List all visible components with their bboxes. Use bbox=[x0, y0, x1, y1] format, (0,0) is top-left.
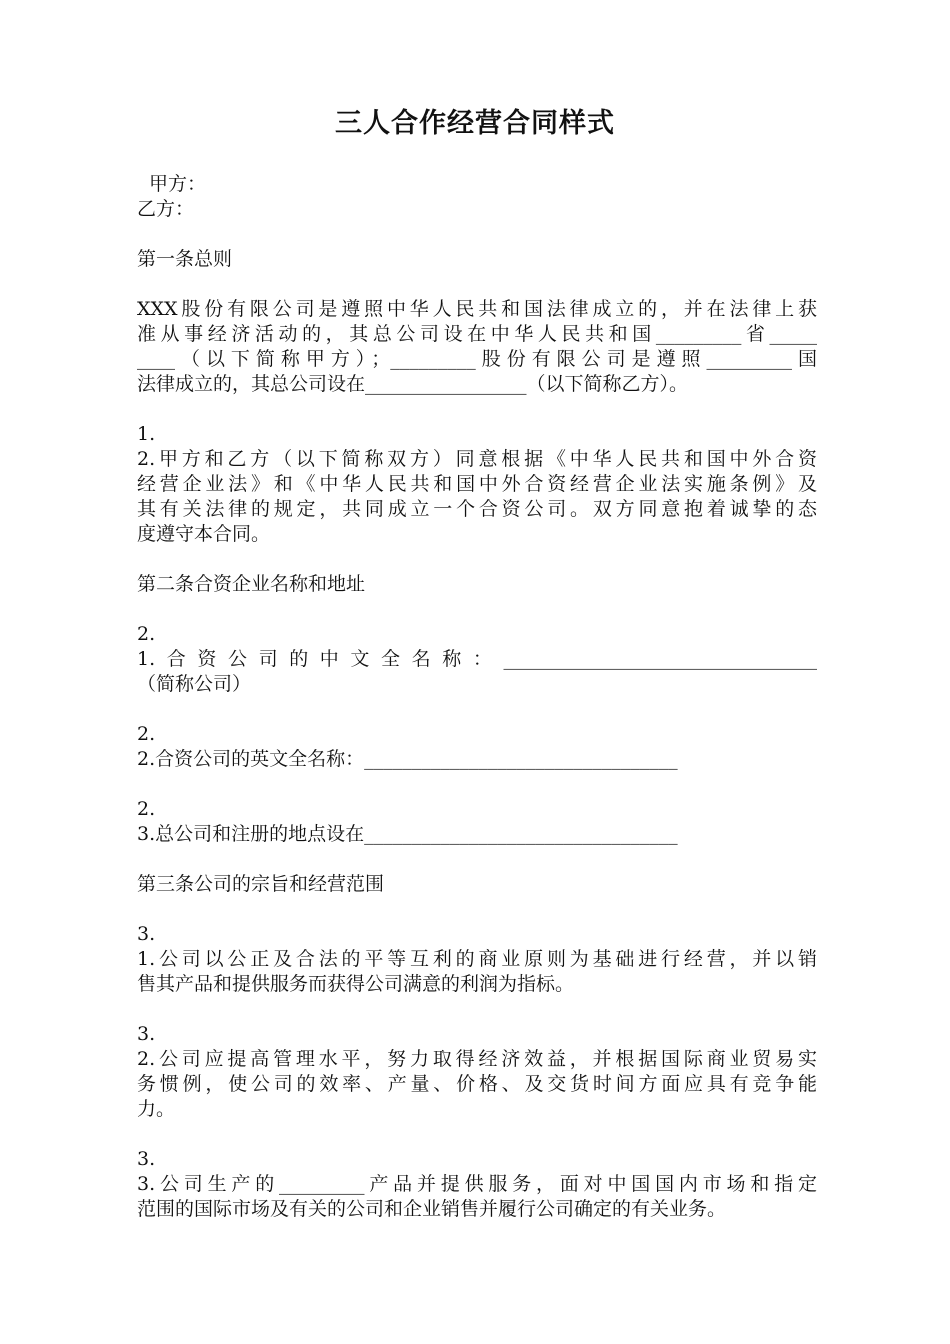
paragraph-line: ____（以下简称甲方）；_________股份有限公司是遵照_________国 bbox=[137, 348, 817, 370]
clause-number: 1. bbox=[137, 423, 156, 445]
paragraph-line: 2.甲方和乙方（以下简称双方）同意根据《中华人民共和国中外合资 bbox=[137, 448, 817, 470]
article-3-heading: 第三条公司的宗旨和经营范围 bbox=[137, 873, 385, 895]
paragraph-line: （简称公司） bbox=[137, 673, 252, 695]
party-a-line: 甲方： bbox=[149, 173, 207, 195]
paragraph-line: 法律成立的，其总公司设在_________________（以下简称乙方）。 bbox=[137, 373, 689, 395]
document-body bbox=[137, 172, 817, 1222]
paragraph-line: XXX股份有限公司是遵照中华人民共和国法律成立的，并在法律上获 bbox=[137, 298, 817, 320]
paragraph-line: 范围的国际市场及有关的公司和企业销售并履行公司确定的有关业务。 bbox=[137, 1198, 727, 1220]
clause-number: 3. bbox=[137, 1148, 156, 1170]
clause-number: 2. bbox=[137, 798, 156, 820]
paragraph-line: 经营企业法》和《中华人民共和国中外合资经营企业法实施条例》及 bbox=[137, 473, 817, 495]
article-2-heading: 第二条合资企业名称和地址 bbox=[137, 573, 366, 595]
paragraph-line: 2.公司应提高管理水平，努力取得经济效益，并根据国际商业贸易实 bbox=[137, 1048, 817, 1070]
paragraph-line: 1.合资公司的中文全名称：_________________________________ bbox=[137, 648, 817, 670]
paragraph-line: 售其产品和提供服务而获得公司满意的利润为指标。 bbox=[137, 973, 575, 995]
paragraph-line: 度遵守本合同。 bbox=[137, 523, 271, 545]
paragraph-line: 2.合资公司的英文全名称：_________________________________ bbox=[137, 748, 678, 770]
clause-number: 3. bbox=[137, 923, 156, 945]
document-title: 三人合作经营合同样式 bbox=[335, 108, 615, 139]
paragraph-line: 3.总公司和注册的地点设在_________________________________ bbox=[137, 823, 678, 845]
clause-number: 2. bbox=[137, 723, 156, 745]
article-1-heading: 第一条总则 bbox=[137, 248, 233, 270]
paragraph-line: 务惯例，使公司的效率、产量、价格、及交货时间方面应具有竞争能 bbox=[137, 1073, 817, 1095]
paragraph-line: 力。 bbox=[137, 1098, 176, 1120]
paragraph-line: 其有关法律的规定，共同成立一个合资公司。双方同意抱着诚挚的态 bbox=[137, 498, 817, 520]
paragraph-line: 准从事经济活动的，其总公司设在中华人民共和国_________省_____ bbox=[137, 323, 817, 345]
party-b-line: 乙方： bbox=[137, 198, 195, 220]
paragraph-line: 3.公司生产的_________产品并提供服务，面对中国国内市场和指定 bbox=[137, 1173, 817, 1195]
clause-number: 2. bbox=[137, 623, 156, 645]
clause-number: 3. bbox=[137, 1023, 156, 1045]
paragraph-line: 1.公司以公正及合法的平等互利的商业原则为基础进行经营，并以销 bbox=[137, 948, 817, 970]
